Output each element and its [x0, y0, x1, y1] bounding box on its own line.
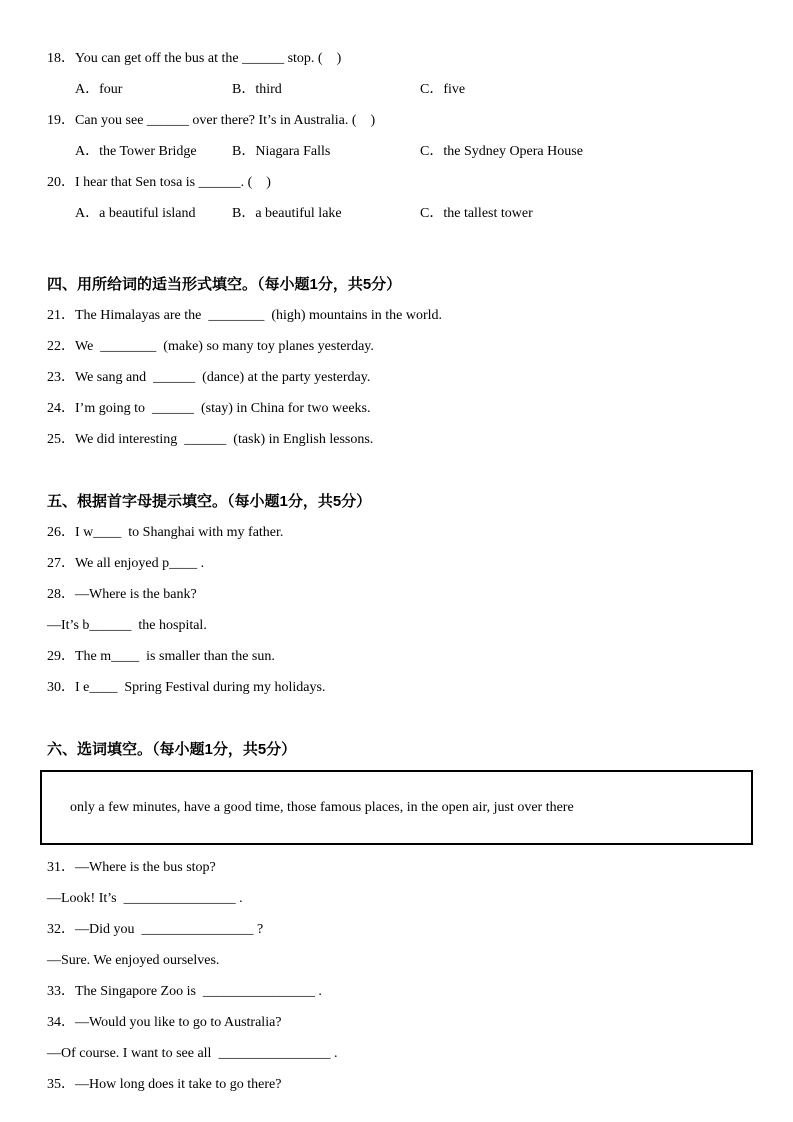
question-19-option-a: A．the Tower Bridge [75, 144, 197, 159]
question-19-options [47, 136, 753, 167]
question-32: 32．—Did you ________________ ? [47, 922, 264, 937]
question-19-option-c: C．the Sydney Opera House [420, 144, 583, 159]
question-31: 31．—Where is the bus stop? [47, 860, 216, 875]
question-20-option-b: B．a beautiful lake [232, 206, 342, 221]
question-35: 35．—How long does it take to go there? [47, 1077, 282, 1092]
question-25: 25．We did interesting ______ (task) in English lessons. [47, 432, 374, 447]
question-18: 18．You can get off the bus at the ______ stop. ( ) [47, 51, 342, 66]
question-29: 29．The m____ is smaller than the sun. [47, 649, 275, 664]
question-22: 22．We ________ (make) so many toy planes yesterday. [47, 339, 374, 354]
question-18-option-b: B．third [232, 82, 282, 97]
section-word-form-fill [47, 269, 753, 455]
question-19-option-b: B．Niagara Falls [232, 144, 331, 159]
question-24: 24．I’m going to ______ (stay) in China for two weeks. [47, 401, 371, 416]
question-26: 26．I w____ to Shanghai with my father. [47, 525, 284, 540]
question-30: 30．I e____ Spring Festival during my holidays. [47, 680, 326, 695]
question-28-answer: —It’s b______ the hospital. [47, 618, 207, 633]
question-28: 28．—Where is the bank? [47, 587, 197, 602]
question-27: 27．We all enjoyed p____ . [47, 556, 205, 571]
question-18-option-a: A．four [75, 82, 123, 97]
section-first-letter-fill [47, 486, 753, 703]
question-23: 23．We sang and ______ (dance) at the party yesterday. [47, 370, 371, 385]
section-word-choice-fill [47, 734, 753, 1100]
question-20-option-c: C．the tallest tower [420, 206, 533, 221]
question-20-option-a: A．a beautiful island [75, 206, 196, 221]
question-18-option-c: C．five [420, 82, 466, 97]
question-34-answer: —Of course. I want to see all ________________ . [47, 1046, 338, 1061]
question-33: 33．The Singapore Zoo is ________________ . [47, 984, 322, 999]
question-32-answer: —Sure. We enjoyed ourselves. [47, 953, 220, 968]
question-20: 20．I hear that Sen tosa is ______. ( ) [47, 175, 271, 190]
question-34: 34．—Would you like to go to Australia? [47, 1015, 282, 1030]
question-18-options [47, 74, 753, 105]
word-bank-text: only a few minutes, have a good time, those famous places, in the open air, just over there [70, 800, 574, 815]
question-19: 19．Can you see ______ over there? It’s in Australia. ( ) [47, 113, 376, 128]
word-bank-box [40, 770, 753, 845]
question-31-answer: —Look! It’s ________________ . [47, 891, 243, 906]
section-multiple-choice [47, 43, 753, 229]
section-6-title: 六、选词填空。（每小题1分，共5分） [47, 741, 297, 758]
section-5-title: 五、根据首字母提示填空。（每小题1分，共5分） [47, 493, 372, 510]
question-21: 21．The Himalayas are the ________ (high) mountains in the world. [47, 308, 443, 323]
section-4-title: 四、用所给词的适当形式填空。（每小题1分，共5分） [47, 276, 402, 293]
question-20-options [47, 198, 753, 229]
